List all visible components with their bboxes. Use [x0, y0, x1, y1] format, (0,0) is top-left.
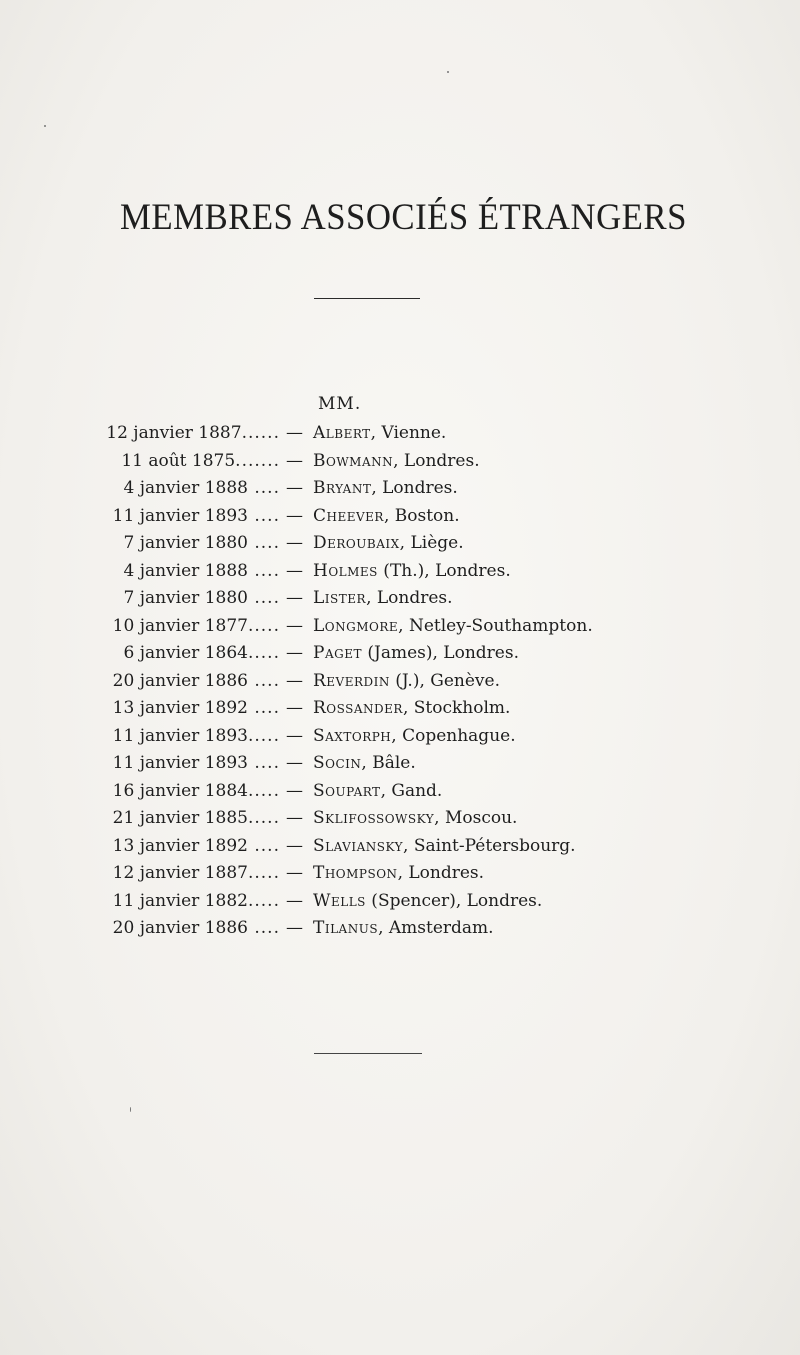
- member-details: (James), Londres.: [361, 643, 519, 663]
- leader-dots: ....: [247, 835, 280, 856]
- member-surname: Slaviansky: [313, 835, 404, 856]
- member-date: 11 janvier 1893: [112, 725, 248, 746]
- separator-dash: —: [286, 698, 303, 718]
- leader-dots: ....: [247, 588, 280, 608]
- member-surname: Saxtorph: [313, 725, 392, 746]
- member-date: 12 janvier 1887: [112, 863, 248, 883]
- leader-dots: ....: [247, 698, 280, 718]
- leader-dots: ....: [247, 560, 280, 581]
- member-surname: Socin: [313, 753, 362, 773]
- separator-dash: —: [286, 753, 303, 773]
- leader-dots: ....: [247, 533, 280, 553]
- leader-dots: ....: [247, 670, 280, 691]
- member-surname: Paget: [313, 643, 362, 663]
- paper-speck: [130, 1107, 131, 1112]
- leader-dots: ....: [247, 918, 280, 938]
- separator-dash: —: [286, 890, 303, 911]
- separator-dash: —: [286, 615, 303, 636]
- member-details: , Vienne.: [370, 423, 447, 443]
- leader-dots: .....: [247, 643, 280, 663]
- member-surname: Holmes: [313, 560, 378, 581]
- member-surname: Rossander: [313, 698, 403, 718]
- list-item: [0, 643, 800, 671]
- member-details: , Londres.: [366, 588, 453, 608]
- member-details: , Boston.: [383, 505, 460, 526]
- separator-dash: —: [286, 643, 303, 663]
- member-details: , Gand.: [380, 780, 443, 801]
- member-date: 4 janvier 1888: [123, 478, 248, 498]
- separator-dash: —: [286, 588, 303, 608]
- list-item: [0, 918, 800, 946]
- list-item: [0, 753, 800, 781]
- member-date: 13 janvier 1892: [112, 698, 248, 718]
- member-date: 11 janvier 1893: [112, 753, 248, 773]
- leader-dots: ......: [241, 423, 280, 443]
- separator-dash: —: [286, 725, 303, 746]
- members-list: [0, 423, 800, 946]
- list-item: [0, 616, 800, 644]
- separator-dash: —: [286, 533, 303, 553]
- separator-dash: —: [286, 808, 303, 828]
- member-date: 12 janvier 1887: [106, 423, 242, 443]
- separator-dash: —: [286, 670, 303, 691]
- leader-dots: .....: [247, 780, 280, 801]
- member-surname: Bryant: [313, 478, 372, 498]
- title-rule: [314, 298, 420, 299]
- member-details: , Bâle.: [361, 753, 416, 773]
- member-date: 11 août 1875: [121, 450, 236, 471]
- member-details: , Saint-Pétersbourg.: [403, 835, 576, 856]
- member-date: 10 janvier 1877: [112, 615, 248, 636]
- member-surname: Bowmann: [313, 450, 394, 471]
- member-details: (J.), Genève.: [389, 670, 500, 691]
- closing-rule: [314, 1053, 422, 1054]
- separator-dash: —: [286, 780, 303, 801]
- leader-dots: ....: [247, 478, 280, 498]
- member-date: 21 janvier 1885: [112, 808, 248, 828]
- member-details: , Stockholm.: [402, 698, 511, 718]
- list-prefix: MM.: [318, 394, 362, 414]
- member-details: , Amsterdam.: [378, 918, 494, 938]
- leader-dots: .....: [247, 615, 280, 636]
- list-item: [0, 533, 800, 561]
- member-date: 13 janvier 1892: [112, 835, 248, 856]
- leader-dots: .....: [247, 725, 280, 746]
- member-date: 20 janvier 1886: [112, 670, 248, 691]
- paper-speck: [447, 71, 449, 73]
- member-details: , Netley-Southampton.: [398, 615, 593, 636]
- member-surname: Longmore: [313, 615, 399, 636]
- separator-dash: —: [286, 918, 303, 938]
- list-item: [0, 808, 800, 836]
- list-item: [0, 588, 800, 616]
- member-details: (Spencer), Londres.: [365, 890, 543, 911]
- member-surname: Tilanus: [313, 918, 379, 938]
- separator-dash: —: [286, 450, 303, 471]
- list-item: [0, 506, 800, 534]
- member-surname: Lister: [313, 588, 367, 608]
- member-date: 6 janvier 1864: [123, 643, 248, 663]
- member-date: 16 janvier 1884: [112, 780, 248, 801]
- list-item: [0, 726, 800, 754]
- list-item: [0, 451, 800, 479]
- member-date: 7 janvier 1880: [123, 588, 248, 608]
- member-date: 7 janvier 1880: [123, 533, 248, 553]
- member-date: 11 janvier 1893: [112, 505, 248, 526]
- leader-dots: ....: [247, 753, 280, 773]
- member-details: , Liège.: [399, 533, 464, 553]
- member-date: 4 janvier 1888: [123, 560, 248, 581]
- leader-dots: .....: [247, 808, 280, 828]
- leader-dots: ....: [247, 505, 280, 526]
- separator-dash: —: [286, 560, 303, 581]
- separator-dash: —: [286, 423, 303, 443]
- member-date: 11 janvier 1882: [112, 890, 248, 911]
- member-surname: Albert: [313, 423, 371, 443]
- member-details: , Moscou.: [434, 808, 518, 828]
- page-title: MEMBRES ASSOCIÉS ÉTRANGERS: [120, 197, 687, 238]
- member-surname: Cheever: [313, 505, 384, 526]
- separator-dash: —: [286, 863, 303, 883]
- member-details: (Th.), Londres.: [377, 560, 511, 581]
- member-surname: Reverdin: [313, 670, 390, 691]
- list-item: [0, 561, 800, 589]
- leader-dots: .....: [247, 890, 280, 911]
- member-details: , Copenhague.: [391, 725, 516, 746]
- paper-speck: [44, 125, 46, 127]
- separator-dash: —: [286, 478, 303, 498]
- separator-dash: —: [286, 505, 303, 526]
- list-item: [0, 891, 800, 919]
- list-item: [0, 863, 800, 891]
- member-surname: Wells: [313, 890, 366, 911]
- list-item: [0, 478, 800, 506]
- member-surname: Thompson: [313, 863, 398, 883]
- leader-dots: .......: [235, 450, 280, 471]
- list-item: [0, 836, 800, 864]
- member-surname: Deroubaix: [313, 533, 400, 553]
- leader-dots: .....: [247, 863, 280, 883]
- separator-dash: —: [286, 835, 303, 856]
- list-item: [0, 423, 800, 451]
- list-item: [0, 781, 800, 809]
- member-surname: Soupart: [313, 780, 381, 801]
- member-details: , Londres.: [371, 478, 458, 498]
- member-date: 20 janvier 1886: [112, 918, 248, 938]
- member-details: , Londres.: [393, 450, 480, 471]
- list-item: [0, 698, 800, 726]
- member-surname: Sklifossowsky: [313, 808, 435, 828]
- member-details: , Londres.: [397, 863, 485, 883]
- list-item: [0, 671, 800, 699]
